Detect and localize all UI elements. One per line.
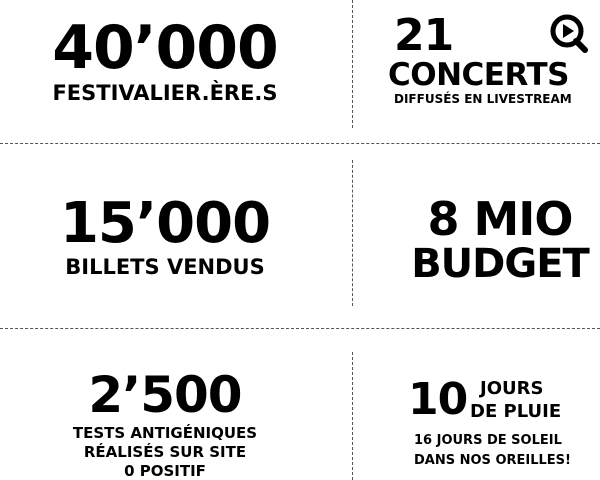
stat-festivaliers-value: 40’000 — [52, 13, 278, 83]
stat-billets-value: 15’000 — [59, 191, 271, 256]
divider-col-top — [352, 0, 353, 128]
stat-concerts-value: 21 — [394, 10, 454, 61]
stat-pluie-jours: JOURS — [480, 378, 544, 399]
divider-row-2 — [0, 328, 600, 329]
stat-billets-label: BILLETS VENDUS — [65, 255, 265, 279]
stat-festivaliers — [30, 13, 300, 105]
stat-concerts-sublabel: DIFFUSÉS EN LIVESTREAM — [394, 91, 572, 106]
stat-pluie-de-pluie: DE PLUIE — [470, 401, 562, 422]
stat-budget-value: 8 MIO — [427, 192, 573, 246]
stat-budget — [390, 192, 600, 287]
play-icon — [548, 12, 590, 54]
stat-tests-line3: 0 POSITIF — [124, 461, 206, 480]
stat-tests-line2: RÉALISÉS SUR SITE — [83, 442, 247, 461]
stat-pluie — [400, 374, 600, 478]
stat-tests-value: 2’500 — [88, 366, 242, 424]
stat-tests-line1: TESTS ANTIGÉNIQUES — [72, 424, 258, 442]
divider-col-bottom — [352, 352, 353, 480]
stat-pluie-line2: DANS NOS OREILLES! — [414, 453, 571, 468]
stat-festivaliers-label: FESTIVALIER.ÈRE.S — [52, 81, 278, 105]
stat-pluie-line1: 16 JOURS DE SOLEIL — [414, 433, 562, 448]
stat-tests — [20, 366, 310, 480]
stat-billets — [20, 191, 310, 279]
divider-row-1 — [0, 143, 600, 144]
stat-pluie-value: 10 — [408, 374, 468, 425]
divider-col-middle — [352, 160, 353, 306]
stat-concerts-label: CONCERTS — [388, 57, 569, 93]
stat-budget-label: BUDGET — [411, 241, 589, 287]
